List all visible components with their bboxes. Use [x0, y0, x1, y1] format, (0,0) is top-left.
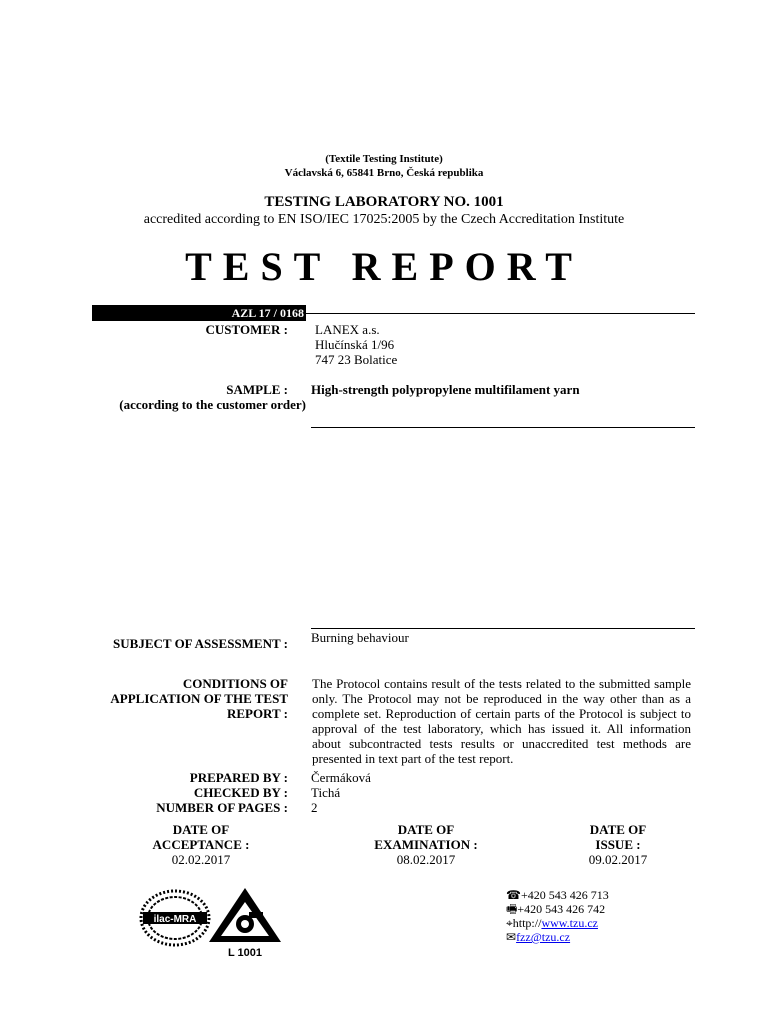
customer-label: CUSTOMER : [205, 322, 288, 337]
date-issue-value: 09.02.2017 [588, 852, 648, 867]
date-examination-label2: EXAMINATION : [374, 837, 478, 852]
contact-block [506, 888, 706, 944]
conditions-label-line1: CONDITIONS OF [182, 676, 288, 691]
date-examination [346, 822, 506, 867]
fax-icon: 🖷 [506, 902, 518, 916]
fax-value: +420 543 426 742 [517, 902, 606, 916]
date-acceptance-label2: ACCEPTANCE : [152, 837, 250, 852]
conditions-text: The Protocol contains result of the tests related to the submitted sample only. The Protocol may not be reproduced in the way other than as a complete set. Reproduction of certain parts of the Protocol is subject to approval of the test laboratory, which has issued it. All information about subcontracted tests results or unaccredited test methods are presented in text part of the test report. [312, 676, 691, 766]
conditions-label [60, 676, 288, 721]
web-line [506, 916, 706, 930]
report-title: TEST REPORT [185, 244, 583, 289]
date-examination-label1: DATE OF [397, 822, 455, 837]
report-number: AZL 17 / 0168 [92, 305, 306, 321]
institute-address: Václavská 6, 65841 Brno, Česká republika [284, 167, 484, 179]
accreditation-mark-logo [205, 886, 285, 958]
sample-label: SAMPLE : [226, 382, 288, 397]
sample-rule [311, 427, 695, 428]
prepared-value: Čermáková [311, 770, 371, 785]
web-prefix: http:// [512, 916, 542, 930]
email-line [506, 930, 706, 944]
date-issue-label2: ISSUE : [595, 837, 641, 852]
accreditation-line: accredited according to EN ISO/IEC 17025:2005 by the Czech Accreditation Institute [143, 212, 625, 227]
subject-label: SUBJECT OF ASSESSMENT : [113, 636, 288, 651]
pages-label: NUMBER OF PAGES : [156, 800, 288, 815]
date-acceptance-value: 02.02.2017 [171, 852, 231, 867]
institute-block [0, 152, 768, 180]
phone-line [506, 888, 706, 902]
sample-sublabel: (according to the customer order) [119, 397, 306, 412]
conditions-label-line3: REPORT : [226, 706, 288, 721]
subject-rule [311, 628, 695, 629]
lab-mark-text: L 1001 [227, 947, 263, 958]
phone-value: +420 543 426 713 [520, 888, 609, 902]
date-issue [548, 822, 688, 867]
lab-name: TESTING LABORATORY NO. 1001 [264, 194, 504, 210]
institute-name: (Textile Testing Institute) [325, 153, 443, 165]
date-examination-value: 08.02.2017 [396, 852, 456, 867]
customer-street: Hlučínská 1/96 [315, 337, 395, 352]
report-number-rule [306, 313, 695, 314]
customer-name: LANEX a.s. [315, 322, 380, 337]
date-acceptance-label1: DATE OF [172, 822, 230, 837]
email-link[interactable]: fzz@tzu.cz [516, 930, 571, 944]
phone-icon: ☎ [506, 888, 521, 902]
prepared-label: PREPARED BY : [189, 770, 288, 785]
web-icon: ⌖ [506, 916, 513, 930]
date-issue-label1: DATE OF [589, 822, 647, 837]
fax-line [506, 902, 706, 916]
ilac-mra-logo [138, 888, 212, 948]
conditions-label-line2: APPLICATION OF THE TEST [110, 691, 288, 706]
subject-value: Burning behaviour [311, 630, 409, 645]
pages-value: 2 [311, 800, 318, 815]
date-acceptance [121, 822, 281, 867]
checked-label: CHECKED BY : [193, 785, 288, 800]
customer-city: 747 23 Bolatice [315, 352, 398, 367]
customer-value [315, 322, 615, 367]
email-icon: ✉ [506, 930, 517, 944]
sample-value: High-strength polypropylene multifilament yarn [311, 382, 580, 397]
ilac-text: ilac-MRA [153, 914, 197, 925]
web-link[interactable]: www.tzu.cz [541, 916, 598, 930]
checked-value: Tichá [311, 785, 341, 800]
